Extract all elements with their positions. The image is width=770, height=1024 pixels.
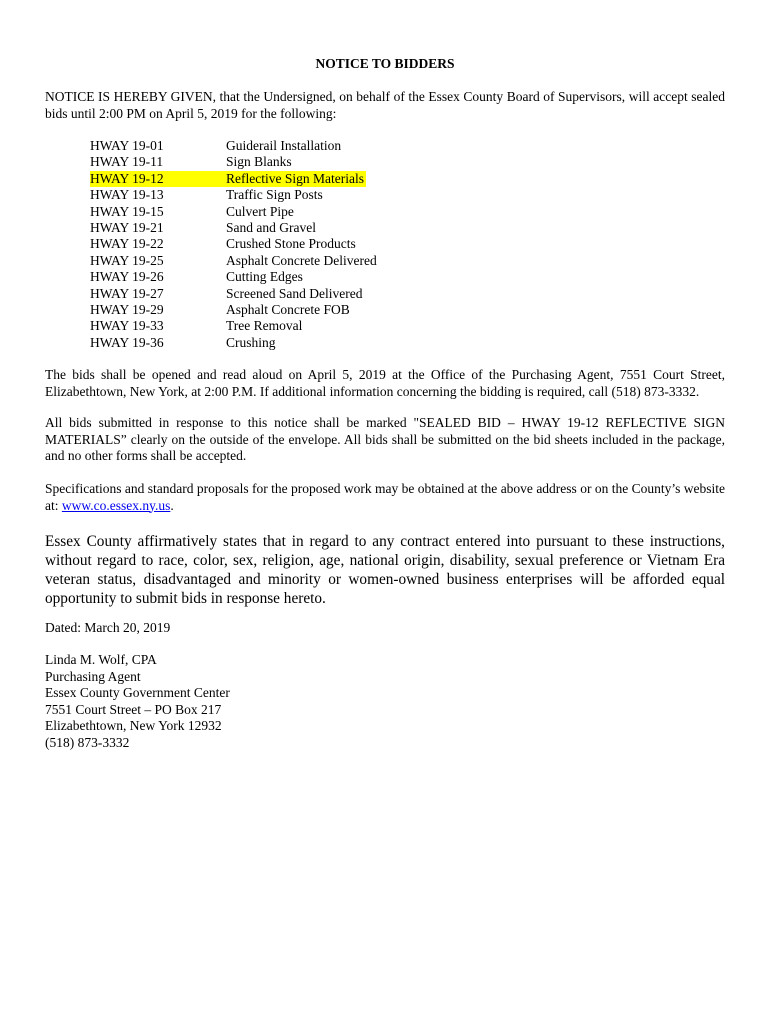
bid-item (90, 318, 377, 334)
specifications-text-end: . (170, 497, 174, 513)
bid-item (90, 220, 377, 236)
bid-code: HWAY 19-36 (90, 334, 164, 350)
county-website-link[interactable]: www.co.essex.ny.us (61, 497, 171, 513)
bid-code: HWAY 19-13 (90, 187, 164, 203)
bid-description: Tree Removal (226, 318, 303, 334)
bid-code: HWAY 19-15 (90, 203, 164, 219)
bid-item (90, 187, 377, 203)
bid-list (90, 138, 377, 351)
bid-code: HWAY 19-11 (90, 154, 164, 170)
bid-item (90, 204, 377, 220)
bid-item (90, 171, 377, 187)
bid-description: Asphalt Concrete Delivered (226, 252, 377, 268)
bid-description: Cutting Edges (226, 269, 303, 285)
signature-phone: (518) 873-3332 (45, 734, 130, 750)
bid-code: HWAY 19-29 (90, 301, 164, 317)
bid-item (90, 236, 377, 252)
bid-code: HWAY 19-21 (90, 219, 164, 235)
bid-code: HWAY 19-22 (90, 236, 164, 252)
bid-description: Sand and Gravel (226, 219, 316, 235)
bid-code: HWAY 19-01 (90, 138, 164, 153)
bid-code: HWAY 19-25 (90, 252, 164, 268)
sealed-bid-paragraph: All bids submitted in response to this notice shall be marked "SEALED BID – HWAY 19-12 REFLECTIVE SIGN MATERIALS” clearly on the outside of the envelope. All bids shall be submitted on the bid sheets included in the package, and no other forms shall be accepted. (45, 415, 725, 463)
dated-line: Dated: March 20, 2019 (45, 620, 171, 635)
intro-paragraph: NOTICE IS HEREBY GIVEN, that the Undersigned, on behalf of the Essex County Board of Supervisors, will accept sealed bids until 2:00 PM on April 5, 2019 for the following: (45, 89, 725, 121)
bid-code: HWAY 19-27 (90, 285, 164, 301)
bid-description: Culvert Pipe (226, 203, 294, 219)
bid-code: HWAY 19-33 (90, 318, 164, 334)
bid-description: Crushed Stone Products (226, 236, 356, 252)
bid-description: Guiderail Installation (226, 138, 342, 153)
bid-description: Sign Blanks (226, 154, 292, 170)
bid-description: Reflective Sign Materials (226, 170, 364, 186)
bid-opening-paragraph: The bids shall be opened and read aloud on April 5, 2019 at the Office of the Purchasing Agent, 7551 Court Street, Elizabethtown, New York, at 2:00 P.M. If additional information concerning the bidding is required, call (518) 873-3332. (45, 367, 725, 399)
signature-organization: Essex County Government Center (45, 685, 230, 700)
signature-street-address: 7551 Court Street – PO Box 217 (45, 701, 222, 717)
equal-opportunity-paragraph: Essex County affirmatively states that in regard to any contract entered into pursuant to these instructions, without regard to race, color, sex, religion, age, national origin, disability, sexual preference or Vietnam Era veteran status, disadvantaged and minority or women-owned business enterprises will be afforded equal opportunity to submit bids in response hereto. (45, 533, 725, 607)
bid-description: Asphalt Concrete FOB (226, 301, 350, 317)
signature-title: Purchasing Agent (45, 668, 141, 684)
bid-item (90, 302, 377, 318)
bid-description: Traffic Sign Posts (226, 187, 323, 203)
bid-item (90, 269, 377, 285)
bid-item (90, 138, 377, 154)
document-title: NOTICE TO BIDDERS (315, 56, 455, 71)
signature-city-zip: Elizabethtown, New York 12932 (45, 718, 222, 733)
bid-code: HWAY 19-26 (90, 269, 164, 285)
bid-description: Crushing (226, 334, 276, 350)
bid-item (90, 335, 377, 351)
specifications-paragraph (45, 481, 725, 514)
bid-item (90, 253, 377, 269)
bid-code: HWAY 19-12 (90, 171, 226, 187)
bid-item (90, 286, 377, 302)
signature-block (45, 652, 725, 751)
signature-name: Linda M. Wolf, CPA (45, 652, 157, 667)
bid-description: Screened Sand Delivered (226, 285, 363, 301)
specifications-text: Specifications and standard proposals for the proposed work may be obtained at the above address or on the County’s website at: (45, 481, 725, 513)
bid-item (90, 154, 377, 170)
